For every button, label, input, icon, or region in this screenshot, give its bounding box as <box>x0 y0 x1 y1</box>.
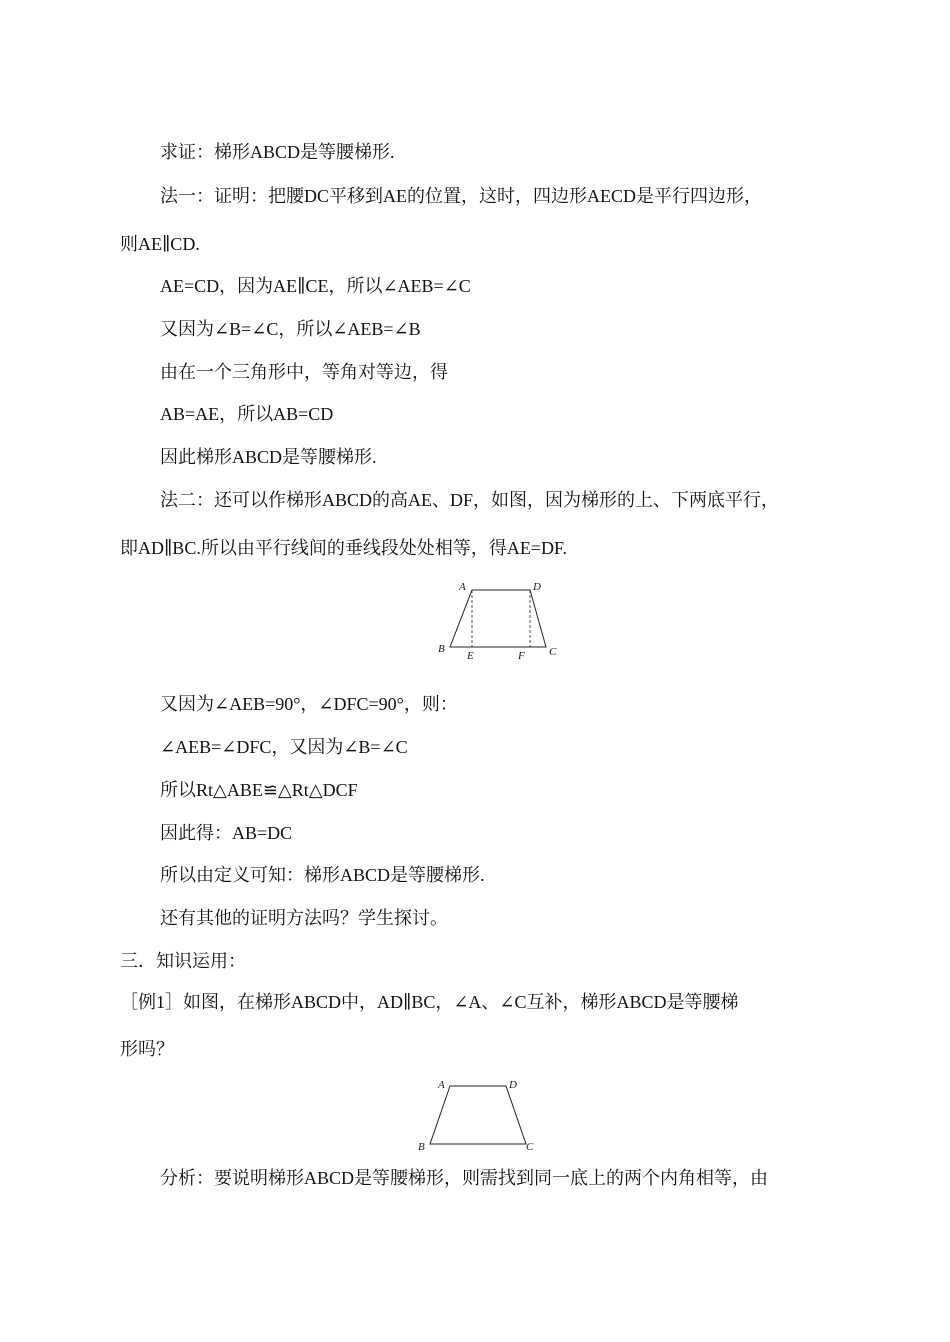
text-line: ［例1］如图，在梯形ABCD中，AD∥BC，∠A、∠C互补，梯形ABCD是等腰梯 <box>120 992 739 1012</box>
text-line: 由在一个三角形中，等角对等边，得 <box>160 362 448 382</box>
text-line: 求证：梯形ABCD是等腰梯形. <box>160 142 395 162</box>
text-line: 分析：要说明梯形ABCD是等腰梯形，则需找到同一底上的两个内角相等，由 <box>160 1168 769 1188</box>
text-line: 所以由定义可知：梯形ABCD是等腰梯形. <box>160 865 485 885</box>
trapezoid-figure-heights <box>430 575 570 665</box>
trapezoid-figure-example <box>410 1072 550 1162</box>
text-line: 又因为∠AEB=90°，∠DFC=90°，则： <box>160 694 458 714</box>
label-b: B <box>438 643 445 655</box>
text-line: 因此梯形ABCD是等腰梯形. <box>160 447 377 467</box>
label-a: A <box>438 1079 445 1091</box>
label-a: A <box>459 581 466 593</box>
label-d: D <box>533 581 541 593</box>
text-line: 因此得：AB=DC <box>160 823 293 843</box>
label-e: E <box>467 650 474 662</box>
text-line: 又因为∠B=∠C，所以∠AEB=∠B <box>160 319 421 339</box>
label-c: C <box>549 646 557 658</box>
text-line: 形吗？ <box>120 1039 174 1059</box>
text-line: AE=CD，因为AE∥CE，所以∠AEB=∠C <box>160 276 471 296</box>
text-line: 即AD∥BC.所以由平行线间的垂线段处处相等，得AE=DF. <box>120 538 568 558</box>
text-line: 还有其他的证明方法吗？学生探讨。 <box>160 908 448 928</box>
text-line: 则AE∥CD. <box>120 234 200 254</box>
text-line: 所以Rt△ABE≌△Rt△DCF <box>160 780 358 800</box>
label-c: C <box>526 1141 534 1153</box>
section-heading: 三．知识运用： <box>120 951 246 971</box>
text-line: 法一：证明：把腰DC平移到AE的位置，这时，四边形AECD是平行四边形， <box>160 186 762 206</box>
label-f: F <box>518 650 525 662</box>
text-line: AB=AE，所以AB=CD <box>160 404 334 424</box>
label-d: D <box>509 1079 517 1091</box>
text-line: 法二：还可以作梯形ABCD的高AE、DF，如图，因为梯形的上、下两底平行， <box>160 490 780 510</box>
label-b: B <box>418 1141 425 1153</box>
text-line: ∠AEB=∠DFC，又因为∠B=∠C <box>160 737 408 757</box>
